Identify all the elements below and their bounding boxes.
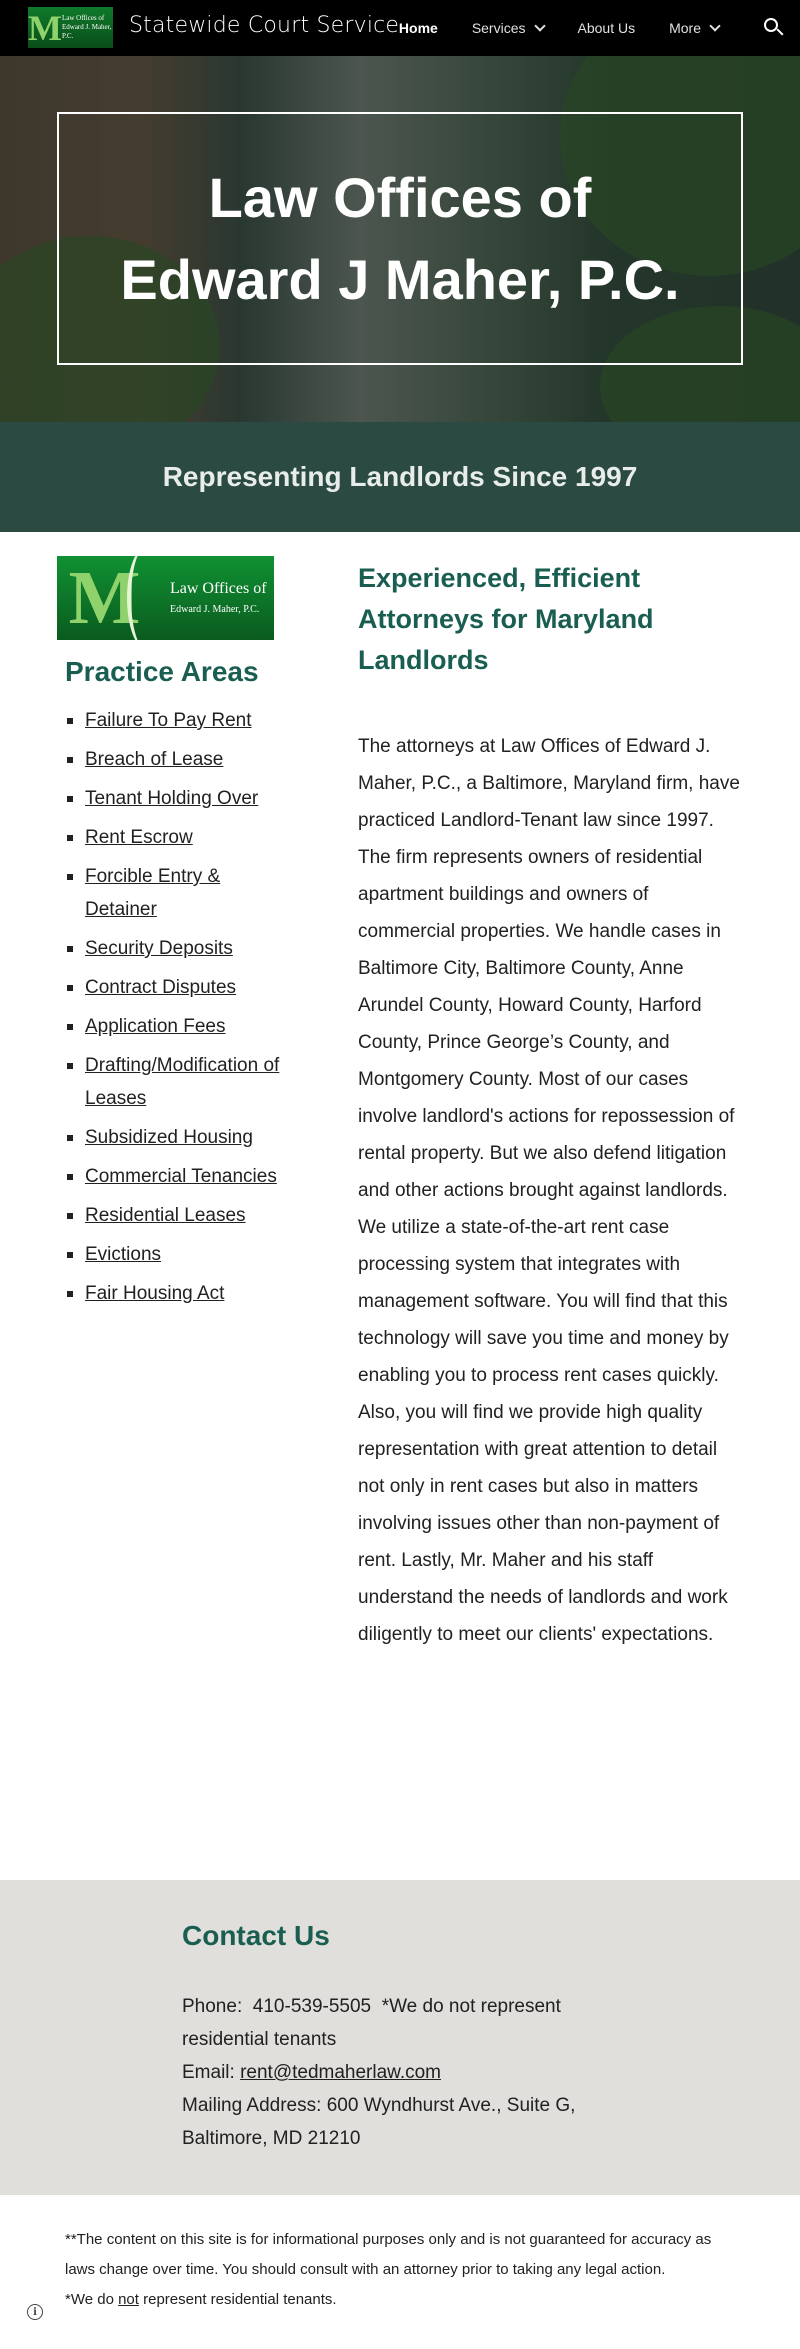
- nav-home-label: Home: [398, 20, 438, 36]
- main-content: [0, 532, 800, 1880]
- intro-paragraph-1: The attorneys at Law Offices of Edward J. Maher, P.C., a Baltimore, Maryland firm, have practiced Landlord-Tenant law since 1997. The firm represents owners of residential apartment buildings and owners of commercial properties. We handle cases in Baltimore City, Baltimore County, Anne Arundel County, Howard County, Harford County, Prince George’s County, and Montgomery County. Most of our cases involve landlord's actions for repossession of rental property. But we also defend litigation and other actions brought against landlords.: [358, 736, 740, 1201]
- nav-about-us[interactable]: [561, 20, 653, 36]
- practice-area-link[interactable]: Contract Disputes: [85, 977, 237, 998]
- tagline: Representing Landlords Since 1997: [162, 461, 638, 492]
- list-item: [65, 1121, 295, 1154]
- phone-note: *We do not represent residential tenants: [182, 1996, 561, 2050]
- nav-about-us-label: About Us: [577, 20, 636, 36]
- practice-area-link[interactable]: Commercial Tenancies: [85, 1166, 277, 1187]
- contact-address-line: [182, 2089, 612, 2155]
- search-icon[interactable]: [764, 18, 784, 38]
- contact-email-line: [182, 2056, 612, 2089]
- firm-logo-text: [152, 579, 267, 617]
- list-item: [65, 1049, 295, 1115]
- disclaimer-text: **The content on this site is for informational purposes only and is not guaranteed for accuracy as laws change over time. You should consult with an attorney prior to taking any legal action.: [65, 2231, 712, 2278]
- list-item: [65, 1160, 295, 1193]
- practice-area-link[interactable]: Fair Housing Act: [85, 1283, 225, 1304]
- chevron-down-icon[interactable]: [709, 20, 720, 31]
- contact-phone-line: [182, 1990, 612, 2056]
- logo-text-line-1: Law Offices of: [61, 14, 105, 22]
- nav-more[interactable]: [652, 20, 736, 36]
- firm-logo: [57, 556, 274, 640]
- phone-number: 410-539-5505: [252, 1996, 372, 2017]
- practice-area-link[interactable]: Forcible Entry & Detainer: [85, 866, 221, 920]
- tagline-band: [0, 422, 800, 532]
- firm-logo-letter: [57, 556, 152, 640]
- practice-areas-title: Practice Areas: [65, 656, 259, 687]
- list-item: [65, 782, 295, 815]
- list-item: [65, 1199, 295, 1232]
- logo-letter: M: [28, 7, 62, 48]
- firm-logo-arc: [127, 556, 167, 640]
- list-item: [65, 971, 295, 1004]
- contact-details: [182, 1990, 612, 2155]
- intro-body: [358, 728, 743, 1653]
- logo-text-line-2: Edward J. Maher, P.C.: [61, 23, 112, 40]
- top-nav-bar: [0, 0, 800, 56]
- firm-logo-letter-text: M: [68, 556, 141, 640]
- list-item: [65, 860, 295, 926]
- mailing-address: 600 Wyndhurst Ave., Suite G, Baltimore, MD 21210: [182, 2095, 576, 2149]
- practice-area-link[interactable]: Residential Leases: [85, 1205, 246, 1226]
- email-link[interactable]: rent@tedmaherlaw.com: [240, 2062, 442, 2083]
- nav-more-label: More: [669, 20, 701, 36]
- site-title[interactable]: Statewide Court Service: [129, 13, 400, 38]
- practice-area-link[interactable]: Subsidized Housing: [85, 1127, 253, 1148]
- practice-areas-list: [65, 704, 295, 1316]
- practice-area-link[interactable]: Evictions: [85, 1244, 162, 1265]
- practice-area-link[interactable]: Rent Escrow: [85, 827, 193, 848]
- info-icon[interactable]: i: [27, 2304, 43, 2320]
- list-item: [65, 932, 295, 965]
- nav-services-label: Services: [471, 20, 526, 36]
- list-item: [65, 1277, 295, 1310]
- intro-heading: Experienced, Efficient Attorneys for Maryland Landlords: [358, 563, 654, 675]
- practice-area-link[interactable]: Breach of Lease: [85, 749, 224, 770]
- main-nav: [382, 0, 736, 56]
- firm-logo-text-line-1: Law Offices of: [170, 580, 267, 597]
- list-item: [65, 743, 295, 776]
- list-item: [65, 1238, 295, 1271]
- tenant-note: [65, 2285, 745, 2315]
- list-item: [65, 704, 295, 737]
- search-icon-handle: [776, 28, 783, 35]
- practice-area-link[interactable]: Tenant Holding Over: [85, 788, 259, 809]
- site-logo[interactable]: [28, 7, 113, 48]
- phone-label: Phone:: [182, 1996, 243, 2017]
- footer-disclaimer: [65, 2225, 745, 2315]
- hero-title: Law Offices of Edward J Maher, P.C.: [120, 165, 680, 311]
- tenant-note-suffix: represent residential tenants.: [143, 2291, 337, 2308]
- hero-title-frame: [57, 112, 743, 365]
- chevron-down-icon[interactable]: [534, 20, 545, 31]
- nav-services[interactable]: [455, 20, 561, 36]
- hero-banner: [0, 56, 800, 422]
- intro-paragraph-2: We utilize a state-of-the-art rent case processing system that integrates with management software. You will find that this technology will save you time and money by enabling you to process rent cases quickly. Also, you will find we provide high quality representation with great attention to detail not only in rent cases but also in matters involving issues other than non-payment of rent. Lastly, Mr. Maher and his staff understand the needs of landlords and work diligently to meet our clients' expectations.: [358, 1217, 729, 1645]
- firm-logo-text-line-2: Edward J. Maher, P.C.: [170, 604, 260, 615]
- practice-area-link[interactable]: Application Fees: [85, 1016, 226, 1037]
- tenant-note-prefix: *We do: [65, 2291, 114, 2308]
- list-item: [65, 821, 295, 854]
- tenant-note-emphasis: not: [118, 2291, 139, 2308]
- contact-title: Contact Us: [182, 1920, 330, 1951]
- practice-area-link[interactable]: Failure To Pay Rent: [85, 710, 252, 731]
- address-label: Mailing Address:: [182, 2095, 322, 2116]
- practice-area-link[interactable]: Drafting/Modification of Leases: [85, 1055, 280, 1109]
- footer: [0, 2195, 800, 2349]
- logo-text: [62, 14, 113, 41]
- list-item: [65, 1010, 295, 1043]
- nav-home[interactable]: [382, 20, 455, 36]
- contact-section: [0, 1880, 800, 2195]
- practice-area-link[interactable]: Security Deposits: [85, 938, 233, 959]
- email-label: Email:: [182, 2062, 235, 2083]
